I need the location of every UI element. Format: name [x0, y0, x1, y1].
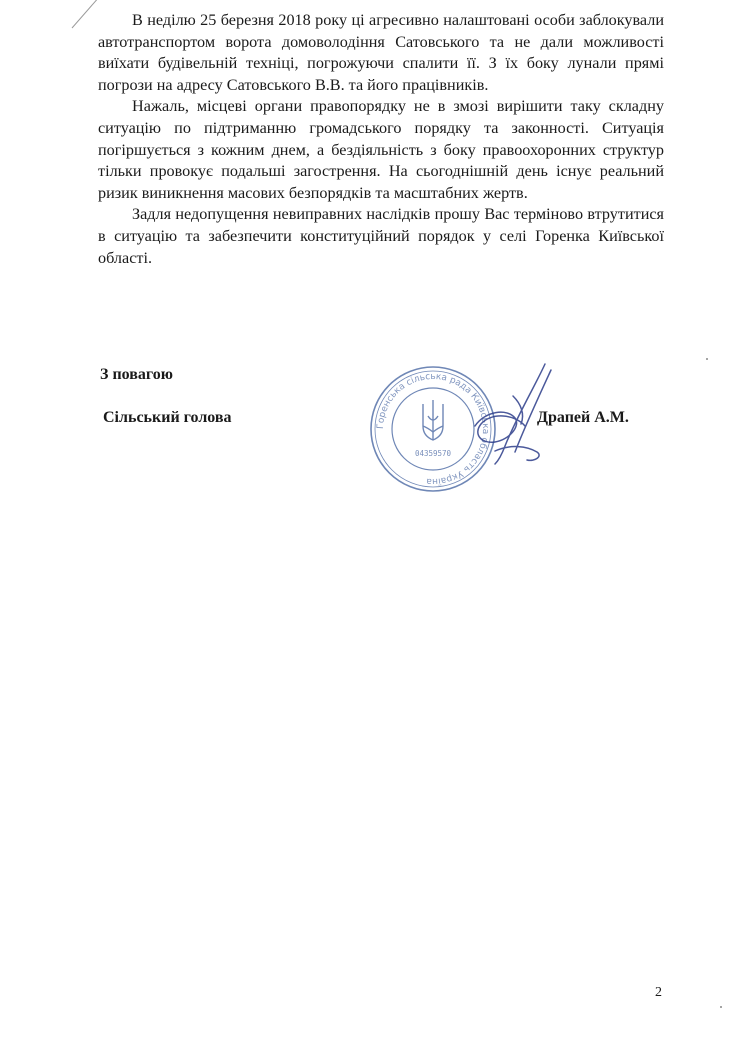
seal-ring-text: Горенська сільська рада Київська область Україна: [375, 371, 491, 487]
signer-position: Сільський голова: [103, 409, 232, 426]
paragraph-incident: В неділю 25 березня 2018 року ці агресивно налаштовані особи заблокували автотранспортом ворота домоволодіння Сатовського та не дали можливості виїхати будівельній техніці, погрожуючи спалити її. З їх боку лунали прямі погрози на адресу Сатовського В.В. та його працівників.: [98, 11, 664, 94]
seal-code: 04359570: [414, 449, 452, 458]
trident-emblem-icon: [423, 400, 443, 440]
letter-body: [98, 10, 664, 269]
closing-phrase: З повагою: [100, 366, 173, 383]
paragraph-situation: Нажаль, місцеві органи правопорядку не в змозі вирішити таку складну ситуацію по підтриманню громадського порядку та законності. Ситуація погіршується з кожним днем, а бездіяльність з боку правоохоронних структур тільки провокує подальші загострення. На сьогоднішній день існує реальний ризик виникнення масових безпорядків та масштабних жертв.: [98, 97, 664, 202]
signer-name: Драпей А.М.: [537, 409, 629, 426]
handwritten-signature: [455, 356, 565, 476]
scan-speck: [706, 358, 708, 360]
paragraph-request: Задля недопущення невиправних наслідків прошу Вас терміново втрутитися в ситуацію та забезпечити конституційний порядок у селі Горенка Київської області.: [98, 205, 664, 267]
scan-speck: [720, 1006, 722, 1008]
page-number: 2: [655, 985, 662, 1000]
